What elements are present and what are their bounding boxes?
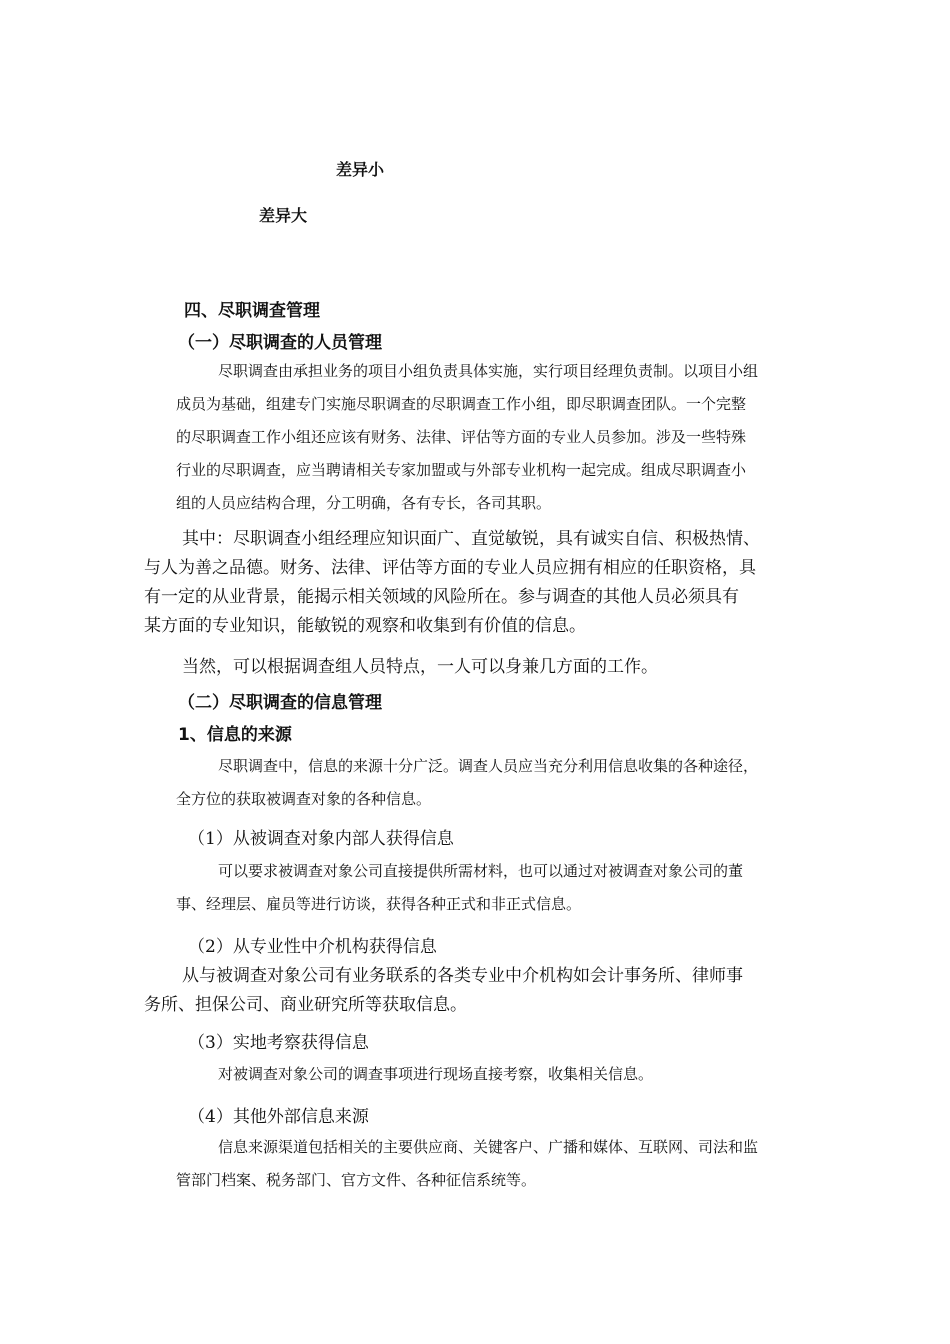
subsection-heading-personnel: （一）尽职调查的人员管理 — [178, 333, 382, 353]
text-line: 组的人员应结构合理，分工明确，各有专长，各司其职。 — [176, 494, 552, 512]
subsection-heading-information: （二）尽职调查的信息管理 — [178, 693, 382, 713]
text-line: 其中：尽职调查小组经理应知识面广、直觉敏锐，具有诚实自信、积极热情、 — [182, 529, 760, 549]
text-line: 尽职调查中，信息的来源十分广泛。调查人员应当充分利用信息收集的各种途径， — [218, 757, 759, 775]
text-line: 成员为基础，组建专门实施尽职调查的尽职调查工作小组，即尽职调查团队。一个完整 — [176, 395, 747, 413]
text-line: 可以要求被调查对象公司直接提供所需材料，也可以通过对被调查对象公司的董 — [218, 862, 744, 880]
text-line: 全方位的获取被调查对象的各种信息。 — [176, 790, 432, 808]
text-line: 从与被调查对象公司有业务联系的各类专业中介机构如会计事务所、律师事 — [182, 966, 743, 986]
paragraph-source-internal — [176, 855, 743, 921]
text-line: 有一定的从业背景，能揭示相关领域的风险所在。参与调查的其他人员必须具有 — [144, 587, 739, 607]
source-heading-site-visit: （3）实地考察获得信息 — [188, 1033, 369, 1053]
text-line: 管部门档案、税务部门、官方文件、各种征信系统等。 — [176, 1171, 537, 1189]
text-line: 事、经理层、雇员等进行访谈，获得各种正式和非正式信息。 — [176, 895, 582, 913]
source-heading-internal: （1）从被调查对象内部人获得信息 — [188, 829, 454, 849]
text-line: 的尽职调查工作小组还应该有财务、法律、评估等方面的专业人员参加。涉及一些特殊 — [176, 428, 747, 446]
source-heading-external: （4）其他外部信息来源 — [188, 1107, 369, 1127]
paragraph-personnel-qualifications — [144, 525, 760, 641]
text-line: 与人为善之品德。财务、法律、评估等方面的专业人员应拥有相应的任职资格，具 — [144, 558, 756, 578]
text-line: 尽职调查由承担业务的项目小组负责具体实施，实行项目经理负责制。以项目小组 — [218, 362, 759, 380]
label-small-difference: 差异小 — [336, 160, 385, 179]
text-line: 某方面的专业知识，能敏锐的观察和收集到有价值的信息。 — [144, 616, 586, 636]
paragraph-sources-intro — [176, 750, 758, 816]
text-line: 务所、担保公司、商业研究所等获取信息。 — [144, 995, 467, 1015]
text-line: 行业的尽职调查，应当聘请相关专家加盟或与外部专业机构一起完成。组成尽职调查小 — [176, 461, 747, 479]
section-heading: 四、尽职调查管理 — [184, 301, 320, 321]
item-heading-sources: 1、信息的来源 — [178, 725, 292, 745]
paragraph-personnel-intro — [176, 355, 758, 520]
label-large-difference: 差异大 — [259, 206, 308, 225]
paragraph-multi-role: 当然，可以根据调查组人员特点，一人可以身兼几方面的工作。 — [182, 657, 658, 677]
paragraph-source-site-visit: 对被调查对象公司的调查事项进行现场直接考察，收集相关信息。 — [218, 1065, 654, 1083]
text-line: 信息来源渠道包括相关的主要供应商、关键客户、广播和媒体、互联网、司法和监 — [218, 1138, 759, 1156]
paragraph-source-intermediary — [144, 962, 743, 1020]
source-heading-intermediary: （2）从专业性中介机构获得信息 — [188, 937, 437, 957]
paragraph-source-external — [176, 1131, 758, 1197]
